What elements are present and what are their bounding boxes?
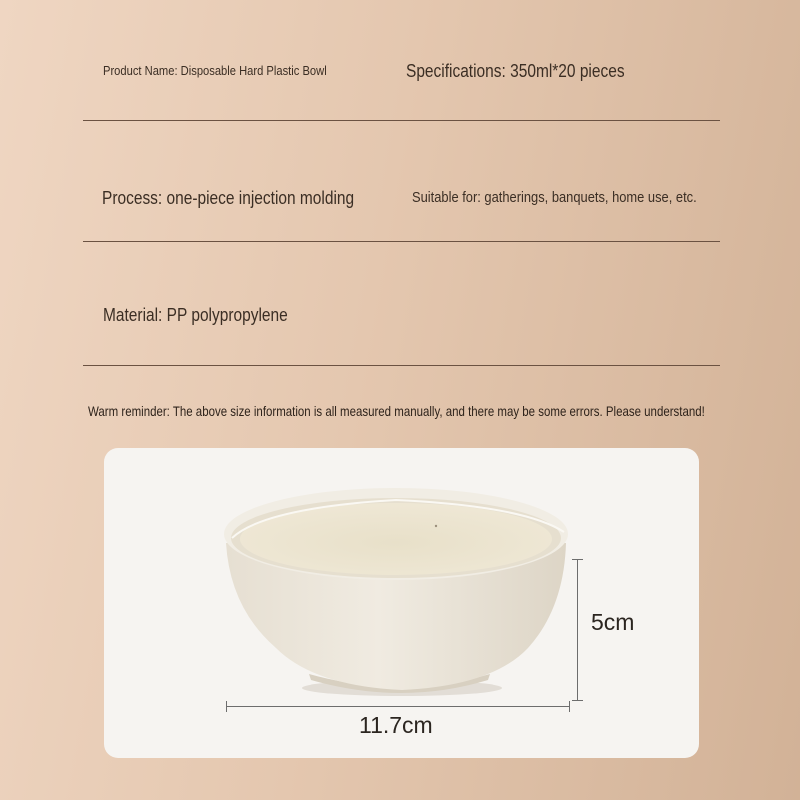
specifications-label: Specifications: 350ml*20 pieces <box>406 61 625 81</box>
width-dimension-cap-left <box>226 701 227 712</box>
material-label: Material: PP polypropylene <box>103 305 288 325</box>
width-dimension-line <box>226 706 570 707</box>
product-name-label: Product Name: Disposable Hard Plastic Bowl <box>103 63 327 78</box>
height-dimension-label: 5cm <box>591 609 635 635</box>
height-dimension-cap-bottom <box>572 700 583 701</box>
height-dimension-cap-top <box>572 559 583 560</box>
suitable-for-label: Suitable for: gatherings, banquets, home use, etc. <box>412 189 697 206</box>
height-dimension-line <box>577 559 578 701</box>
divider-2 <box>83 241 720 242</box>
width-dimension-label: 11.7cm <box>359 712 433 738</box>
process-label: Process: one-piece injection molding <box>102 188 355 208</box>
divider-1 <box>83 120 720 121</box>
warm-reminder: Warm reminder: The above size information is all measured manually, and there may be some errors. Please understand! <box>88 403 705 419</box>
divider-3 <box>83 365 720 366</box>
product-photo-card <box>104 448 699 758</box>
width-dimension-cap-right <box>569 701 570 712</box>
